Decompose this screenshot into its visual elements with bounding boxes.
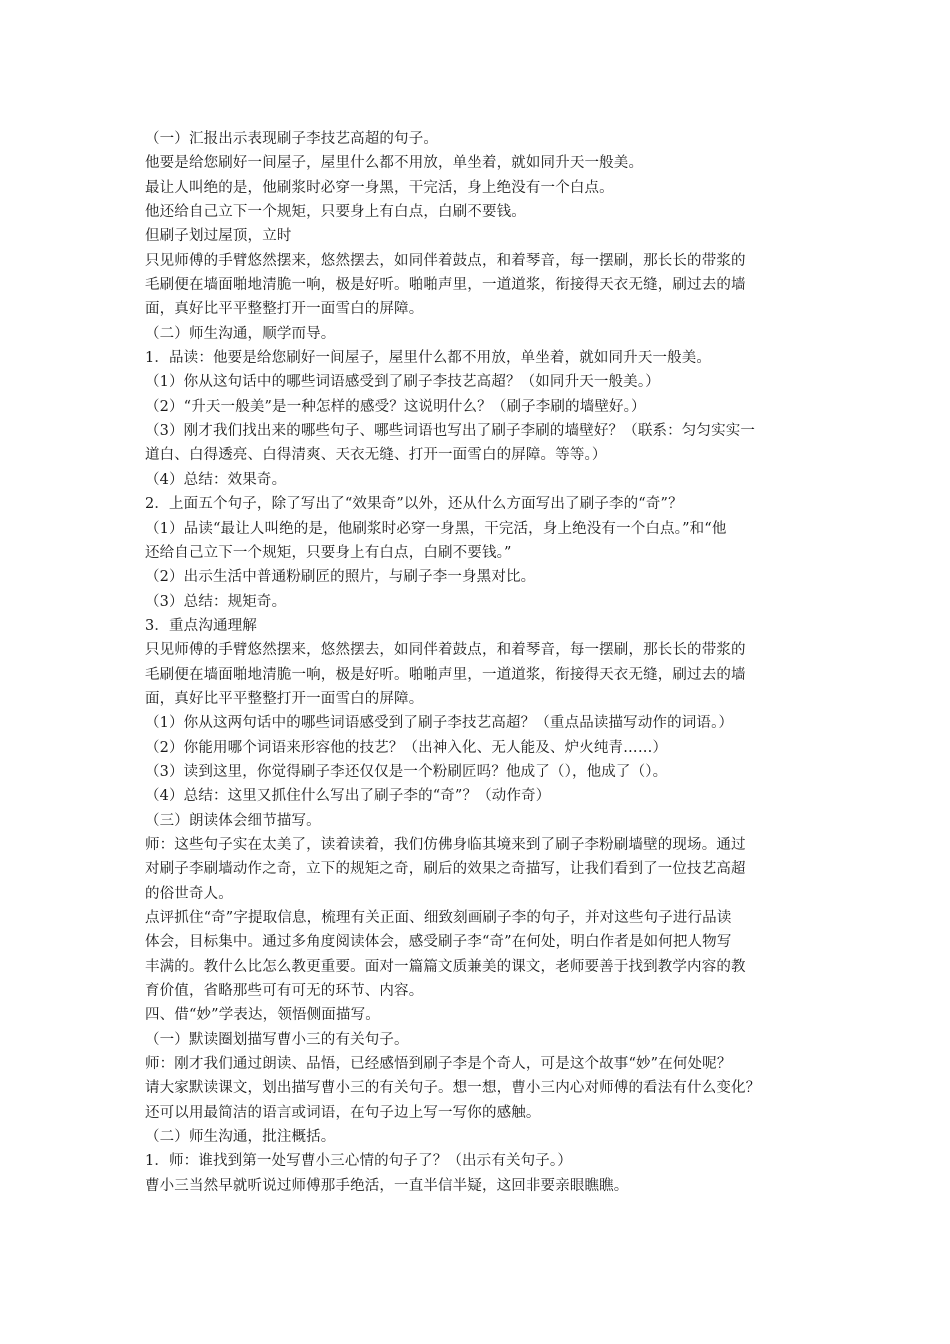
text-line: 还可以用最简洁的语言或词语，在句子边上写一写你的感触。: [145, 1104, 541, 1121]
text-line: （二）师生沟通，批注概括。: [145, 1129, 336, 1146]
text-line: （2）出示生活中普通粉刷匠的照片，与刷子李一身黑对比。: [145, 569, 536, 586]
text-line: 丰满的。教什么比怎么教更重要。面对一篇篇文质兼美的课文，老师要善于找到教学内容的教: [145, 958, 746, 975]
text-line: 只见师傅的手臂悠然摆来，悠然摆去，如同伴着鼓点，和着琴音，每一摆刷，那长长的带浆的: [145, 642, 746, 659]
text-line: 他要是给您刷好一间屋子，屋里什么都不用放，单坐着，就如同升天一般美。: [145, 155, 644, 172]
text-line: 四、借“妙”学表达，领悟侧面描写。: [145, 1007, 380, 1024]
text-line: （1）你从这句话中的哪些词语感受到了刷子李技艺高超？（如同升天一般美。）: [145, 374, 660, 391]
text-line: 体会，目标集中。通过多角度阅读体会，感受刷子李“奇”在何处，明白作者是如何把人物写: [145, 934, 732, 951]
text-line: （一）汇报出示表现刷子李技艺高超的句子。: [145, 131, 438, 147]
text-line: （4）总结：效果奇。: [145, 471, 287, 488]
text-line: （1）品读“最让人叫绝的是，他刷浆时必穿一身黑，干完活，身上绝没有一个白点。”和“他: [145, 520, 727, 537]
text-line: 道白、白得透亮、白得清爽、天衣无缝、打开一面雪白的屏障。等等。）: [145, 447, 607, 464]
text-line: （4）总结：这里又抓住什么写出了刷子李的“奇”？（动作奇）: [145, 788, 551, 805]
text-line: 对刷子李刷墙动作之奇，立下的规矩之奇，刷后的效果之奇描写，让我们看到了一位技艺高超: [145, 861, 746, 878]
text-line: 的俗世奇人。: [145, 885, 233, 902]
text-line: 曹小三当然早就听说过师傅那手绝活，一直半信半疑，这回非要亲眼瞧瞧。: [145, 1177, 629, 1194]
text-line: 只见师傅的手臂悠然摆来，悠然摆去，如同伴着鼓点，和着琴音，每一摆刷，那长长的带浆的: [145, 252, 746, 269]
text-line: 2．上面五个句子，除了写出了“效果奇”以外，还从什么方面写出了刷子李的“奇”？: [145, 496, 683, 513]
text-line: （3）读到这里，你觉得刷子李还仅仅是一个粉刷匠吗？他成了（），他成了（）。: [145, 763, 668, 780]
text-line: （2）“升天一般美”是一种怎样的感受？这说明什么？（刷子李刷的墙壁好。）: [145, 398, 646, 415]
text-line: 点评抓住“奇”字提取信息，梳理有关正面、细致刻画刷子李的句子，并对这些句子进行品读: [145, 910, 732, 926]
text-line: 但刷子划过屋顶，立时: [145, 228, 292, 245]
text-line: （3）总结：规矩奇。: [145, 593, 287, 610]
text-line: 还给自己立下一个规矩，只要身上有白点，白刷不要钱。”: [145, 544, 512, 561]
text-line: 请大家默读课文，划出描写曹小三的有关句子。想一想，曹小三内心对师傅的看法有什么变化？: [145, 1080, 761, 1097]
text-line: 3．重点沟通理解: [145, 617, 257, 634]
text-line: 育价值，省略那些可有可无的环节、内容。: [145, 983, 424, 1000]
document-body: [145, 127, 810, 1198]
text-line: 1．品读：他要是给您刷好一间屋子，屋里什么都不用放，单坐着，就如同升天一般美。: [145, 350, 712, 367]
text-line: 最让人叫绝的是，他刷浆时必穿一身黑，干完活，身上绝没有一个白点。: [145, 179, 614, 196]
text-line: （1）你从这两句话中的哪些词语感受到了刷子李技艺高超？（重点品读描写动作的词语。）: [145, 715, 734, 732]
text-line: 师：刚才我们通过朗读、品悟，已经感悟到刷子李是个奇人，可是这个故事“妙”在何处呢？: [145, 1056, 732, 1073]
text-line: 1．师：谁找到第一处写曹小三心情的句子了？（出示有关句子。）: [145, 1153, 572, 1170]
text-line: （三）朗读体会细节描写。: [145, 812, 321, 829]
text-line: 面，真好比平平整整打开一面雪白的屏障。: [145, 690, 424, 707]
text-line: （2）你能用哪个词语来形容他的技艺？（出神入化、无人能及、炉火纯青……）: [145, 739, 668, 756]
text-line: （二）师生沟通，顺学而导。: [145, 325, 336, 342]
text-line: 他还给自己立下一个规矩，只要身上有白点，白刷不要钱。: [145, 204, 526, 221]
text-line: （3）刚才我们找出来的哪些句子、哪些词语也写出了刷子李刷的墙壁好？（联系：匀匀实实一: [145, 423, 756, 440]
text-line: 毛刷便在墙面啪地清脆一响，极是好听。啪啪声里，一道道浆，衔接得天衣无缝，刷过去的墙: [145, 666, 746, 683]
text-line: （一）默读圈划描写曹小三的有关句子。: [145, 1031, 409, 1048]
text-line: 师：这些句子实在太美了，读着读着，我们仿佛身临其境来到了刷子李粉刷墙壁的现场。通过: [145, 836, 746, 853]
text-line: 面，真好比平平整整打开一面雪白的屏障。: [145, 301, 424, 318]
text-line: 毛刷便在墙面啪地清脆一响，极是好听。啪啪声里，一道道浆，衔接得天衣无缝，刷过去的墙: [145, 277, 746, 294]
